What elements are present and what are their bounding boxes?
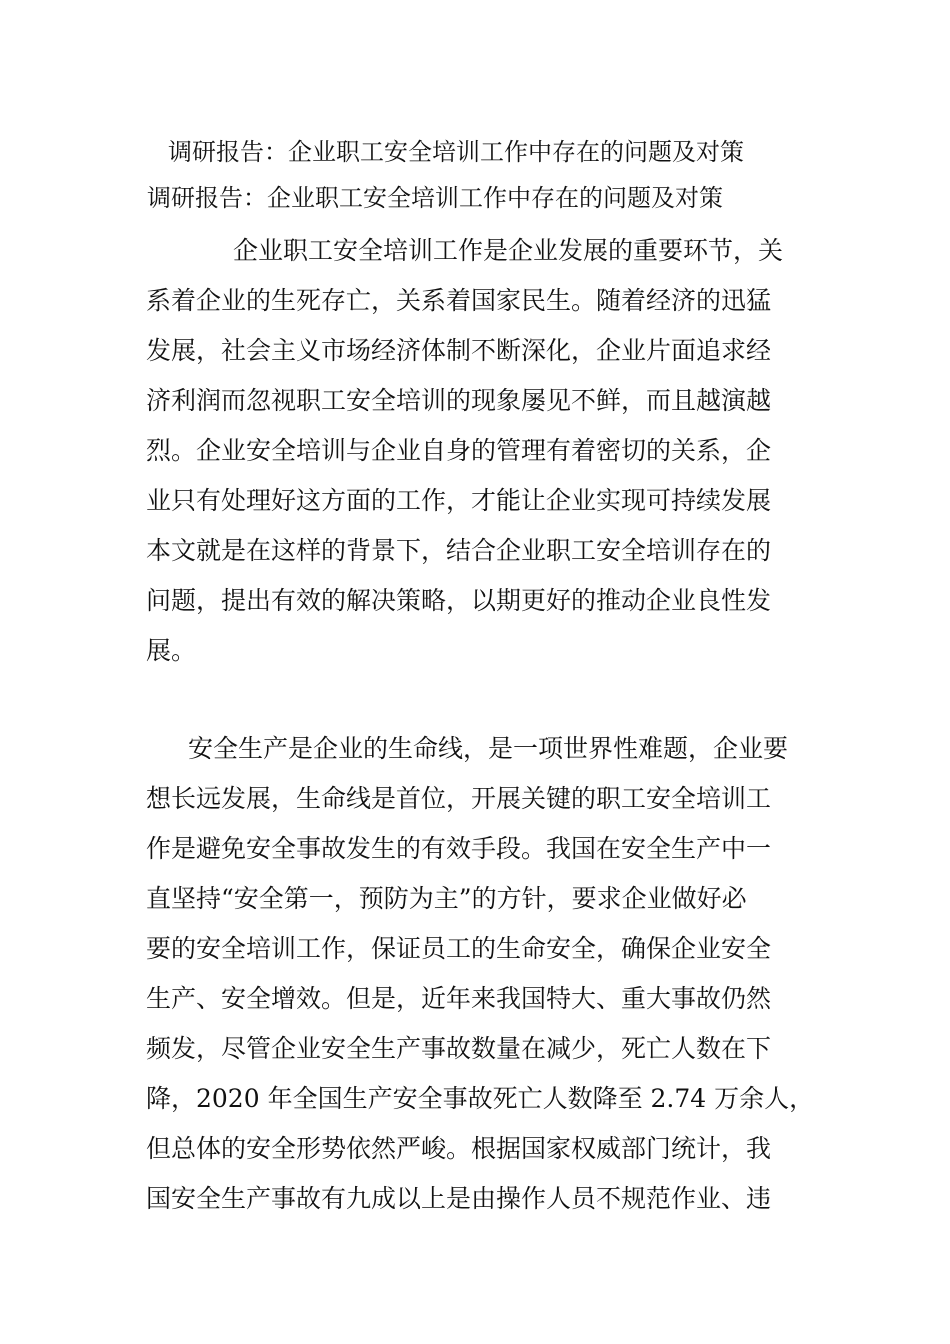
paragraph-1-line: 问题，提出有效的解决策略，以期更好的推动企业良性发 [146, 586, 772, 615]
paragraph-2-line: 安全生产是企业的生命线，是一项世界性难题，企业要 [188, 734, 789, 763]
paragraph-2-line: 生产、安全增效。但是，近年来我国特大、重大事故仍然 [146, 984, 772, 1013]
paragraph-1-line: 企业职工安全培训工作是企业发展的重要环节，关 [233, 236, 784, 265]
paragraph-2-line: 降，2020 年全国生产安全事故死亡人数降至 2.74 万余人， [146, 1084, 815, 1113]
paragraph-2-line: 频发，尽管企业安全生产事故数量在减少，死亡人数在下 [146, 1034, 772, 1063]
paragraph-2-line: 但总体的安全形势依然严峻。根据国家权威部门统计，我 [146, 1134, 772, 1163]
document-title: 调研报告：企业职工安全培训工作中存在的问题及对策 [168, 138, 744, 166]
paragraph-1-line: 展。 [146, 636, 197, 665]
paragraph-2-line: 直坚持“安全第一，预防为主”的方针，要求企业做好必 [146, 884, 747, 913]
paragraph-1-line: 系着企业的生死存亡，关系着国家民生。随着经济的迅猛 [146, 286, 772, 315]
paragraph-1-line: 发展，社会主义市场经济体制不断深化，企业片面追求经 [146, 336, 772, 365]
paragraph-1-line: 济利润而忽视职工安全培训的现象屡见不鲜，而且越演越 [146, 386, 772, 415]
paragraph-2-line: 要的安全培训工作，保证员工的生命安全，确保企业安全 [146, 934, 772, 963]
paragraph-2-line: 国安全生产事故有九成以上是由操作人员不规范作业、违 [146, 1184, 772, 1213]
paragraph-2-line: 想长远发展，生命线是首位，开展关键的职工安全培训工 [146, 784, 772, 813]
document-title-repeat: 调研报告：企业职工安全培训工作中存在的问题及对策 [147, 184, 723, 212]
paragraph-2-line: 作是避免安全事故发生的有效手段。我国在安全生产中一 [146, 834, 772, 863]
paragraph-1-line: 本文就是在这样的背景下，结合企业职工安全培训存在的 [146, 536, 772, 565]
paragraph-1-line: 业只有处理好这方面的工作，才能让企业实现可持续发展 [146, 486, 772, 515]
paragraph-1-line: 烈。企业安全培训与企业自身的管理有着密切的关系，企 [146, 436, 772, 465]
